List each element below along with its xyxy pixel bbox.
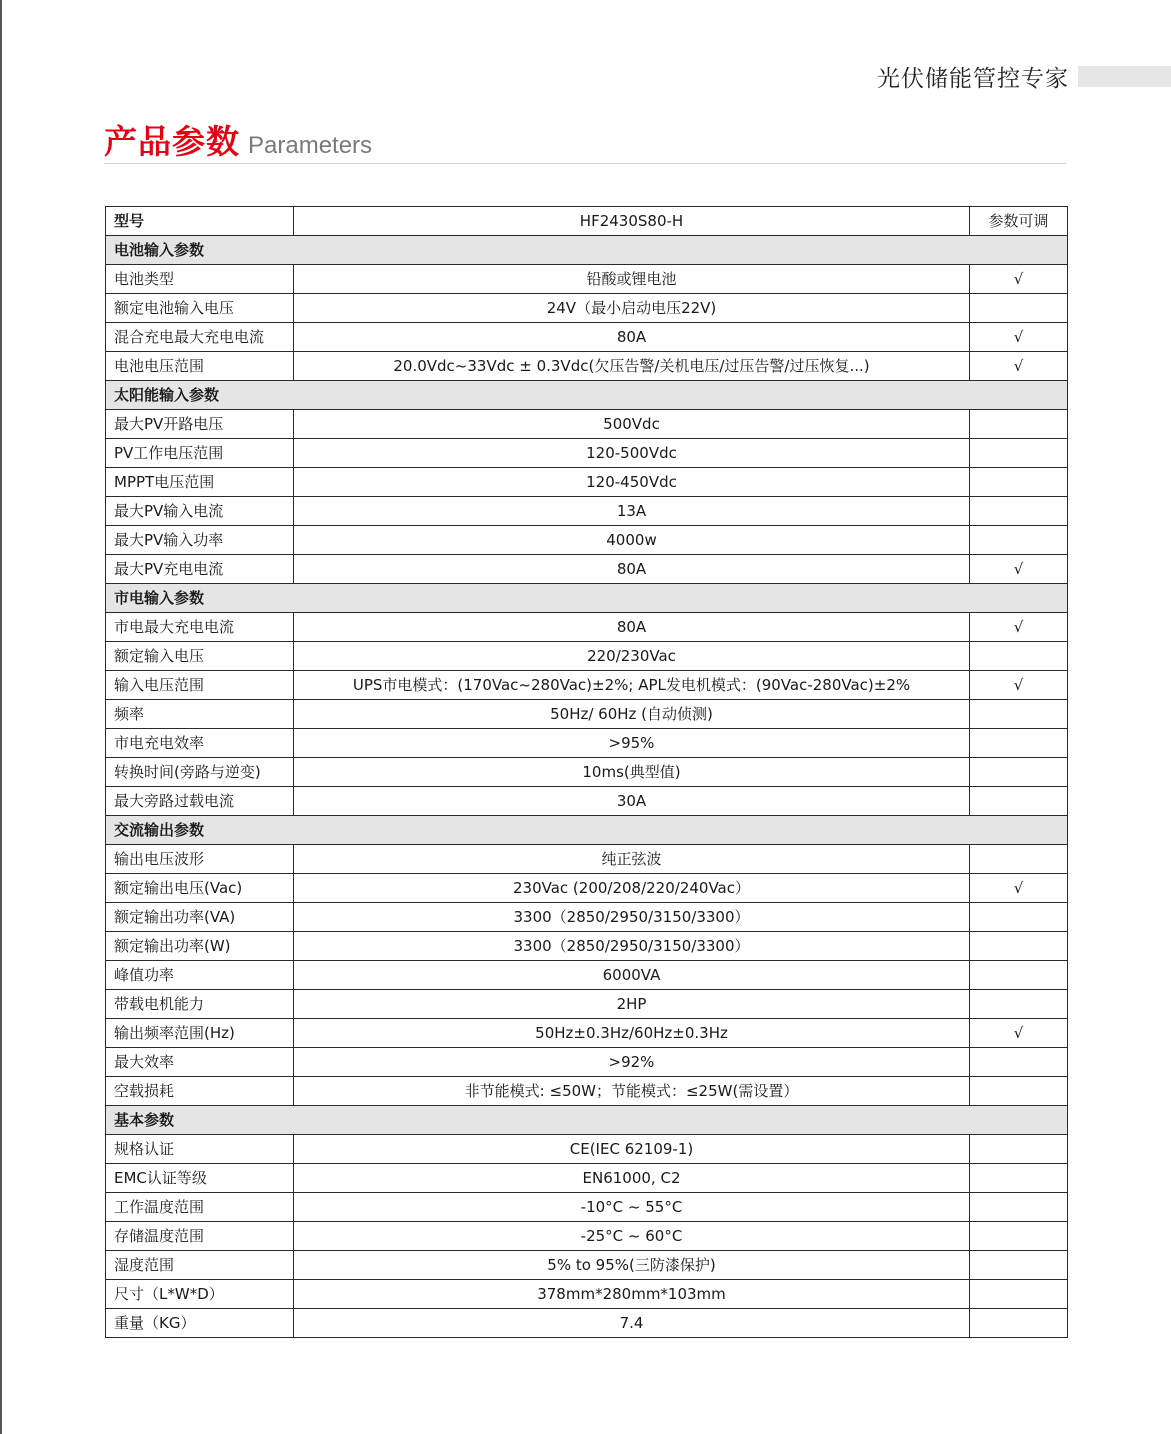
section-header-row bbox=[106, 816, 1068, 845]
table-row bbox=[106, 1309, 1068, 1338]
adjustable-mark bbox=[970, 903, 1068, 932]
param-value: 4000w bbox=[294, 526, 970, 555]
section-header-row bbox=[106, 236, 1068, 265]
param-label: 市电充电效率 bbox=[106, 729, 294, 758]
param-value: 378mm*280mm*103mm bbox=[294, 1280, 970, 1309]
table-header-row bbox=[106, 207, 1068, 236]
adjustable-mark bbox=[970, 1135, 1068, 1164]
adjustable-mark bbox=[970, 1222, 1068, 1251]
page-title-cn: 产品参数 bbox=[104, 122, 240, 161]
param-value: 7.4 bbox=[294, 1309, 970, 1338]
table-row bbox=[106, 1164, 1068, 1193]
param-label: 输入电压范围 bbox=[106, 671, 294, 700]
adjustable-mark bbox=[970, 1048, 1068, 1077]
section-header-row bbox=[106, 381, 1068, 410]
table-row bbox=[106, 961, 1068, 990]
param-label: 最大效率 bbox=[106, 1048, 294, 1077]
model-label: 型号 bbox=[106, 207, 294, 236]
param-label: 额定电池输入电压 bbox=[106, 294, 294, 323]
param-label: 频率 bbox=[106, 700, 294, 729]
param-value: 120-450Vdc bbox=[294, 468, 970, 497]
adjustable-mark bbox=[970, 526, 1068, 555]
param-value: 30A bbox=[294, 787, 970, 816]
param-value: >92% bbox=[294, 1048, 970, 1077]
page-title bbox=[104, 116, 372, 163]
table-row bbox=[106, 439, 1068, 468]
page-title-en: Parameters bbox=[248, 132, 373, 159]
model-value: HF2430S80-H bbox=[294, 207, 970, 236]
header-tagline: 光伏储能管控专家 bbox=[877, 66, 1069, 92]
adjustable-mark bbox=[970, 1077, 1068, 1106]
param-value: 220/230Vac bbox=[294, 642, 970, 671]
param-label: 输出电压波形 bbox=[106, 845, 294, 874]
table-row bbox=[106, 932, 1068, 961]
adjustable-mark bbox=[970, 1280, 1068, 1309]
section-title: 基本参数 bbox=[106, 1106, 1068, 1135]
table-row bbox=[106, 700, 1068, 729]
param-label: 工作温度范围 bbox=[106, 1193, 294, 1222]
param-label: 存储温度范围 bbox=[106, 1222, 294, 1251]
adjustable-mark bbox=[970, 700, 1068, 729]
adjustable-mark bbox=[970, 468, 1068, 497]
table-row bbox=[106, 787, 1068, 816]
param-value: 纯正弦波 bbox=[294, 845, 970, 874]
parameters-table-body bbox=[106, 207, 1068, 1338]
title-divider bbox=[104, 163, 1066, 164]
param-label: 额定输出电压(Vac) bbox=[106, 874, 294, 903]
adjustable-mark bbox=[970, 410, 1068, 439]
param-value: 非节能模式: ≤50W；节能模式：≤25W(需设置） bbox=[294, 1077, 970, 1106]
adjustable-mark bbox=[970, 497, 1068, 526]
param-label: 重量（KG） bbox=[106, 1309, 294, 1338]
param-value: 24V（最小启动电压22V) bbox=[294, 294, 970, 323]
param-label: 电池电压范围 bbox=[106, 352, 294, 381]
table-row bbox=[106, 758, 1068, 787]
param-label: 空载损耗 bbox=[106, 1077, 294, 1106]
param-value: 500Vdc bbox=[294, 410, 970, 439]
adjustable-header: 参数可调 bbox=[970, 207, 1068, 236]
param-value: -25°C ~ 60°C bbox=[294, 1222, 970, 1251]
adjustable-mark bbox=[970, 787, 1068, 816]
parameters-table bbox=[105, 206, 1068, 1338]
param-value: 20.0Vdc~33Vdc ± 0.3Vdc(欠压告警/关机电压/过压告警/过压恢复...) bbox=[294, 352, 970, 381]
adjustable-mark: √ bbox=[970, 1019, 1068, 1048]
table-row bbox=[106, 903, 1068, 932]
table-row bbox=[106, 526, 1068, 555]
adjustable-mark bbox=[970, 1164, 1068, 1193]
adjustable-mark: √ bbox=[970, 671, 1068, 700]
table-row bbox=[106, 642, 1068, 671]
adjustable-mark bbox=[970, 294, 1068, 323]
section-header-row bbox=[106, 1106, 1068, 1135]
adjustable-mark: √ bbox=[970, 874, 1068, 903]
param-label: 市电最大充电电流 bbox=[106, 613, 294, 642]
adjustable-mark bbox=[970, 439, 1068, 468]
param-value: 3300（2850/2950/3150/3300） bbox=[294, 932, 970, 961]
left-border-line bbox=[0, 0, 2, 1434]
param-value: 6000VA bbox=[294, 961, 970, 990]
table-row bbox=[106, 1222, 1068, 1251]
param-value: EN61000, C2 bbox=[294, 1164, 970, 1193]
table-row bbox=[106, 845, 1068, 874]
param-value: UPS市电模式：(170Vac~280Vac)±2%; APL发电机模式：(90Vac-280Vac)±2% bbox=[294, 671, 970, 700]
param-label: PV工作电压范围 bbox=[106, 439, 294, 468]
table-row bbox=[106, 729, 1068, 758]
header-accent-bar bbox=[1078, 66, 1171, 87]
param-value: 50Hz±0.3Hz/60Hz±0.3Hz bbox=[294, 1019, 970, 1048]
adjustable-mark bbox=[970, 1193, 1068, 1222]
table-row bbox=[106, 1193, 1068, 1222]
param-value: 80A bbox=[294, 323, 970, 352]
param-label: 最大PV输入电流 bbox=[106, 497, 294, 526]
table-row bbox=[106, 613, 1068, 642]
param-value: 10ms(典型值) bbox=[294, 758, 970, 787]
param-label: 额定输出功率(VA) bbox=[106, 903, 294, 932]
adjustable-mark bbox=[970, 845, 1068, 874]
section-title: 交流输出参数 bbox=[106, 816, 1068, 845]
section-title: 电池输入参数 bbox=[106, 236, 1068, 265]
table-row bbox=[106, 323, 1068, 352]
param-value: 120-500Vdc bbox=[294, 439, 970, 468]
table-row bbox=[106, 671, 1068, 700]
table-row bbox=[106, 410, 1068, 439]
adjustable-mark bbox=[970, 1251, 1068, 1280]
param-label: EMC认证等级 bbox=[106, 1164, 294, 1193]
param-value: 铅酸或锂电池 bbox=[294, 265, 970, 294]
param-label: 带载电机能力 bbox=[106, 990, 294, 1019]
adjustable-mark: √ bbox=[970, 613, 1068, 642]
param-label: 输出频率范围(Hz) bbox=[106, 1019, 294, 1048]
adjustable-mark bbox=[970, 642, 1068, 671]
adjustable-mark bbox=[970, 1309, 1068, 1338]
param-label: 额定输出功率(W) bbox=[106, 932, 294, 961]
param-label: 湿度范围 bbox=[106, 1251, 294, 1280]
adjustable-mark: √ bbox=[970, 265, 1068, 294]
param-label: 最大PV输入功率 bbox=[106, 526, 294, 555]
section-title: 太阳能输入参数 bbox=[106, 381, 1068, 410]
table-row bbox=[106, 352, 1068, 381]
section-header-row bbox=[106, 584, 1068, 613]
table-row bbox=[106, 874, 1068, 903]
param-value: 13A bbox=[294, 497, 970, 526]
adjustable-mark bbox=[970, 990, 1068, 1019]
table-row bbox=[106, 1280, 1068, 1309]
param-label: 尺寸（L*W*D） bbox=[106, 1280, 294, 1309]
param-value: 2HP bbox=[294, 990, 970, 1019]
adjustable-mark: √ bbox=[970, 555, 1068, 584]
param-value: 50Hz/ 60Hz (自动侦测) bbox=[294, 700, 970, 729]
section-title: 市电输入参数 bbox=[106, 584, 1068, 613]
param-label: 规格认证 bbox=[106, 1135, 294, 1164]
adjustable-mark: √ bbox=[970, 323, 1068, 352]
adjustable-mark bbox=[970, 932, 1068, 961]
adjustable-mark bbox=[970, 729, 1068, 758]
table-row bbox=[106, 1048, 1068, 1077]
param-label: 最大旁路过载电流 bbox=[106, 787, 294, 816]
table-row bbox=[106, 468, 1068, 497]
table-row bbox=[106, 555, 1068, 584]
adjustable-mark bbox=[970, 758, 1068, 787]
table-row bbox=[106, 1019, 1068, 1048]
param-value: 80A bbox=[294, 613, 970, 642]
param-label: 最大PV充电电流 bbox=[106, 555, 294, 584]
param-label: 电池类型 bbox=[106, 265, 294, 294]
param-value: 3300（2850/2950/3150/3300） bbox=[294, 903, 970, 932]
adjustable-mark: √ bbox=[970, 352, 1068, 381]
param-label: 峰值功率 bbox=[106, 961, 294, 990]
param-label: 转换时间(旁路与逆变) bbox=[106, 758, 294, 787]
table-row bbox=[106, 990, 1068, 1019]
table-row bbox=[106, 1251, 1068, 1280]
table-row bbox=[106, 497, 1068, 526]
param-value: 80A bbox=[294, 555, 970, 584]
table-row bbox=[106, 1077, 1068, 1106]
table-row bbox=[106, 1135, 1068, 1164]
table-row bbox=[106, 294, 1068, 323]
param-value: CE(IEC 62109-1) bbox=[294, 1135, 970, 1164]
param-value: 230Vac (200/208/220/240Vac） bbox=[294, 874, 970, 903]
param-label: 额定输入电压 bbox=[106, 642, 294, 671]
param-label: 混合充电最大充电电流 bbox=[106, 323, 294, 352]
adjustable-mark bbox=[970, 961, 1068, 990]
table-row bbox=[106, 265, 1068, 294]
param-value: >95% bbox=[294, 729, 970, 758]
param-value: -10°C ~ 55°C bbox=[294, 1193, 970, 1222]
param-label: 最大PV开路电压 bbox=[106, 410, 294, 439]
param-label: MPPT电压范围 bbox=[106, 468, 294, 497]
param-value: 5% to 95%(三防漆保护) bbox=[294, 1251, 970, 1280]
